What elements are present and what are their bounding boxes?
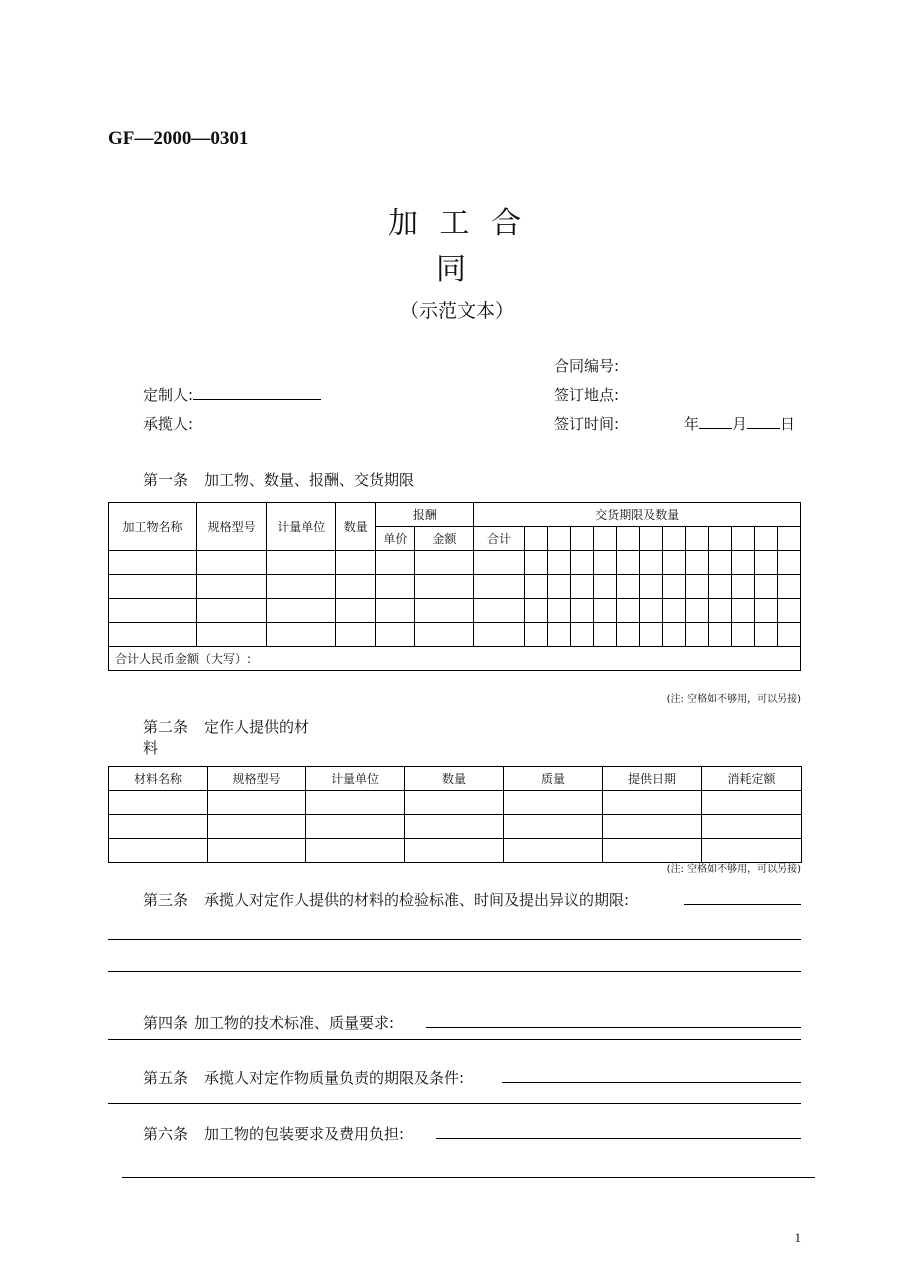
mat-header-qty: 数量 [405,767,504,791]
sign-place-label: 签订地点: [554,386,620,404]
article-1-heading [143,469,414,490]
col-header-unit-price: 单价 [376,527,415,551]
total-amount-row: 合计人民币金额（大写）: [109,647,801,671]
article-4-heading [143,1012,394,1033]
title-line-2: 同 [436,252,466,287]
col-header-name: 加工物名称 [109,503,197,551]
col-header-payment: 报酬 [376,503,474,527]
day-label: 日 [780,415,796,433]
article-3-text: 承揽人对定作人提供的材料的检验标准、时间及提出异议的期限: [204,891,630,909]
article-4-blank [426,1027,801,1028]
article-1-table [108,502,801,671]
article-6-line [122,1177,815,1178]
article-3-line-2 [108,971,801,972]
table-row[interactable] [109,599,801,623]
contractor-label: 承揽人: [143,415,194,433]
article-3-line-1 [108,939,801,940]
sign-time-label: 签订时间: [554,415,620,433]
article-2-table [108,766,802,863]
article-2-text: 定作人提供的材 [204,718,310,736]
article-5-line [108,1103,801,1104]
page-number: 1 [794,1230,801,1245]
col-header-total: 合计 [474,527,524,551]
article-5-heading [143,1067,464,1088]
table-row[interactable] [109,551,801,575]
mat-header-name: 材料名称 [109,767,208,791]
doc-code: GF—2000—0301 [108,128,249,149]
year-label: 年 [684,415,700,433]
article-4-line [108,1039,801,1040]
article-2-num: 第二条 [143,718,189,736]
article-1-num: 第一条 [143,471,189,489]
col-header-amount: 金额 [415,527,474,551]
orderer-blank [193,385,321,400]
article-2-text-cont: 料 [143,739,159,757]
month-blank [699,414,732,429]
table-row[interactable] [109,815,802,839]
article-1-note: (注: 空格如不够用，可以另接) [666,694,801,705]
article-4-num: 第四条 [143,1014,189,1032]
article-3-blank [684,904,801,905]
article-6-heading [143,1123,404,1144]
article-3-num: 第三条 [143,891,189,909]
article-3-heading [143,889,629,910]
col-header-spec: 规格型号 [197,503,267,551]
day-blank [747,414,780,429]
mat-header-date: 提供日期 [603,767,702,791]
contract-no-label: 合同编号: [554,357,620,375]
mat-header-consumption: 消耗定额 [702,767,802,791]
article-5-num: 第五条 [143,1069,189,1087]
article-6-blank [436,1138,801,1139]
orderer-label: 定制人: [143,386,194,404]
table-row[interactable] [109,791,802,815]
col-header-qty: 数量 [336,503,376,551]
table-row[interactable] [109,839,802,863]
table-row[interactable] [109,575,801,599]
col-header-delivery: 交货期限及数量 [474,503,801,527]
article-6-text: 加工物的包装要求及费用负担: [204,1125,405,1143]
article-2-note: (注: 空格如不够用，可以另接) [666,864,801,875]
article-4-text: 加工物的技术标准、质量要求: [194,1014,395,1032]
article-5-text: 承揽人对定作物质量负责的期限及条件: [204,1069,465,1087]
article-2-heading [143,716,309,737]
sign-date-field [684,413,795,434]
mat-header-unit: 计量单位 [306,767,405,791]
article-1-text: 加工物、数量、报酬、交货期限 [204,471,415,489]
mat-header-spec: 规格型号 [208,767,306,791]
subtitle: （示范文本） [400,300,515,322]
article-5-blank [502,1082,801,1083]
table-row[interactable] [109,623,801,647]
orderer-field [143,384,321,405]
article-6-num: 第六条 [143,1125,189,1143]
title-line-1: 加 工 合 [388,206,528,241]
month-label: 月 [732,415,748,433]
mat-header-quality: 质量 [504,767,603,791]
col-header-unit: 计量单位 [267,503,336,551]
